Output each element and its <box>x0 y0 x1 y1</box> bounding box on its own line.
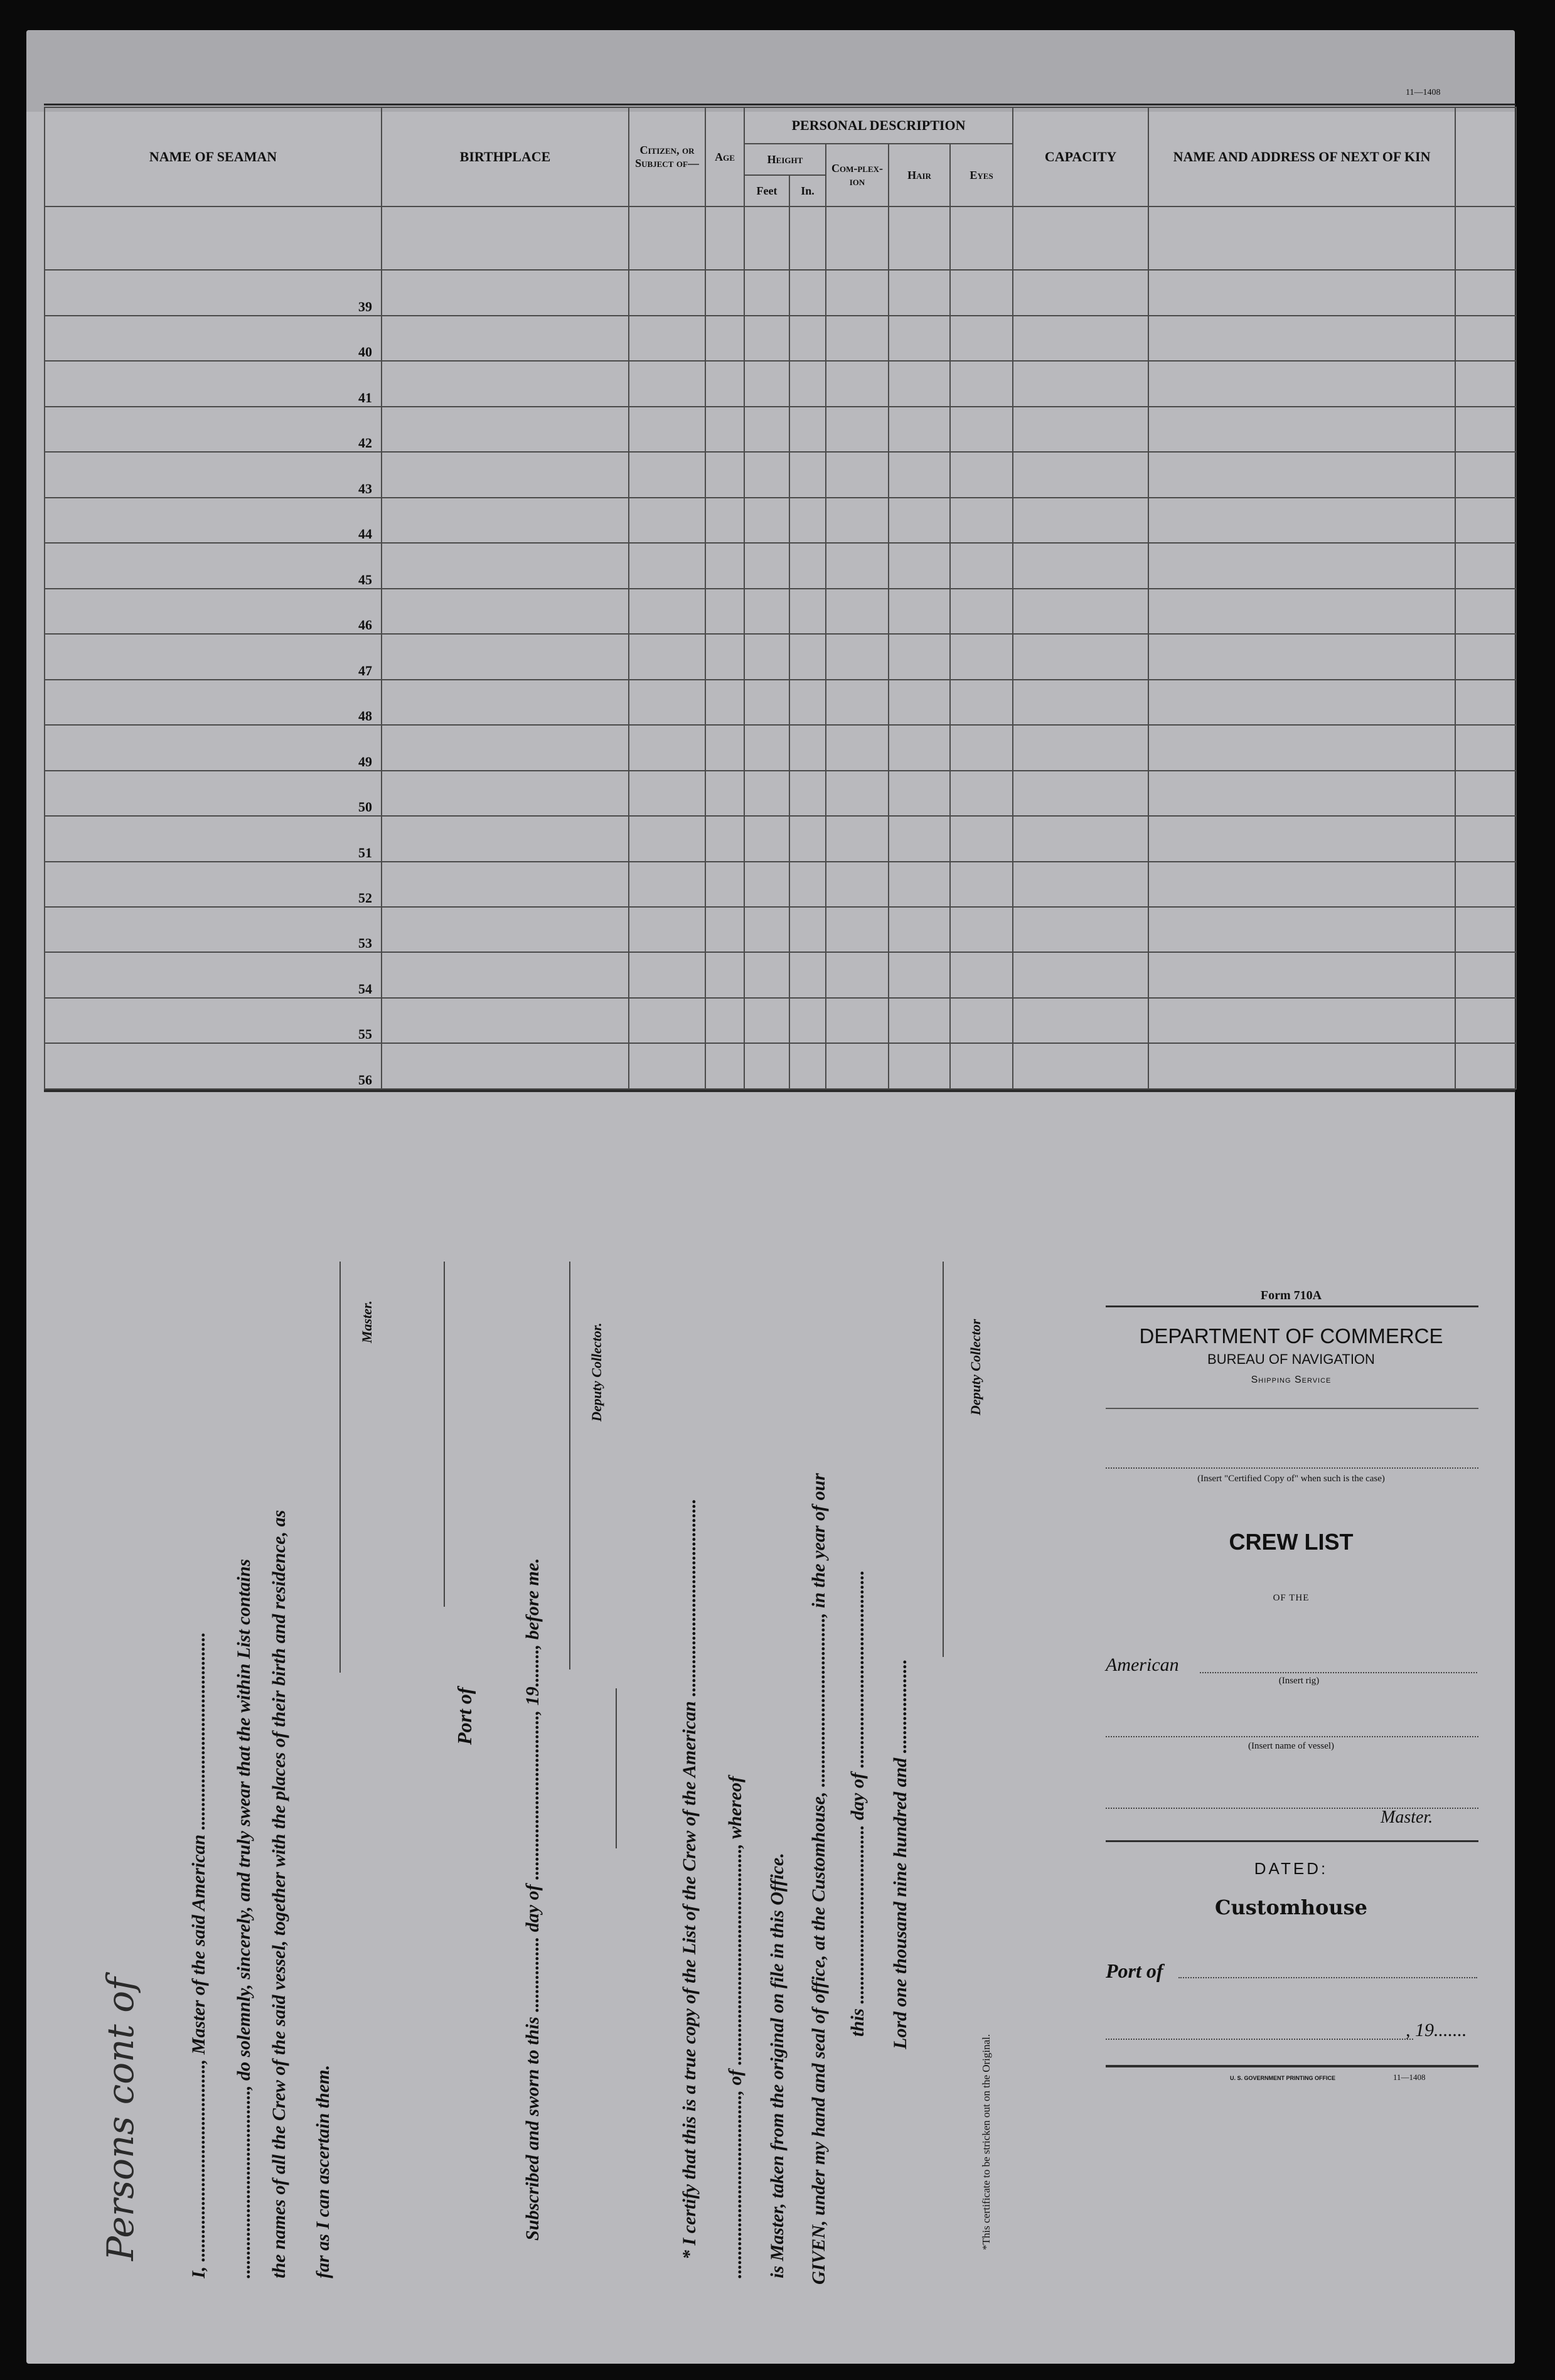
bureau-title: BUREAU OF NAVIGATION <box>1207 1351 1375 1367</box>
row-number: 51 <box>45 816 382 861</box>
insert-copy-note: (Insert "Certified Copy of" when such is the case) <box>1197 1474 1385 1484</box>
insert-copy-line <box>1106 1467 1478 1469</box>
row-number: 55 <box>45 998 382 1043</box>
certificate-line-5: this ...................................... day of .......................................... <box>847 1570 868 2037</box>
certificate-footnote: *This certificate to be stricken out on the Original. <box>980 2034 992 2250</box>
form-number: Form 710A <box>1260 1289 1322 1302</box>
row-number: 54 <box>45 952 382 997</box>
customhouse-label: Customhouse <box>1215 1895 1367 1919</box>
row-number: 46 <box>45 589 382 634</box>
cover-rule-3 <box>1106 1840 1478 1842</box>
cover-port-of-label: Port of <box>1106 1959 1163 1982</box>
dated-label: DATED: <box>1254 1859 1328 1878</box>
insert-vessel-note: (Insert name of vessel) <box>1248 1741 1335 1751</box>
american-rig-line <box>1200 1672 1477 1673</box>
header-inches: In. <box>789 175 826 206</box>
row-number: 39 <box>45 270 382 315</box>
header-age: Age <box>705 107 744 206</box>
row-number: 40 <box>45 316 382 361</box>
header-name-of-seaman: NAME OF SEAMAN <box>45 107 382 206</box>
oath-line-4: far as I can ascertain them. <box>313 2064 333 2278</box>
oath-line-1: I, .........................................., Master of the said American .......................................... <box>188 1632 209 2278</box>
service-title: Shipping Service <box>1251 1375 1332 1385</box>
row-number: 45 <box>45 543 382 588</box>
row-number: 47 <box>45 634 382 679</box>
american-label: American <box>1106 1654 1179 1675</box>
certificate-line-1: * I certify that this is a true copy of the List of the Crew of the American .......................................... <box>679 1498 700 2259</box>
cover-rule-1 <box>1106 1305 1478 1307</box>
oath-line-3: the names of all the Crew of the said vessel, together with the places of their birth and residence, as <box>269 1509 289 2278</box>
header-birthplace: BIRTHPLACE <box>382 107 629 206</box>
subscribed-line: Subscribed and sworn to this ................ day of ..................................., 19........, before me. <box>522 1558 543 2241</box>
header-feet: Feet <box>744 175 789 206</box>
row-number: 43 <box>45 452 382 497</box>
row-number: 50 <box>45 771 382 816</box>
cover-master-label: Master. <box>1381 1808 1433 1827</box>
row-number: 48 <box>45 680 382 725</box>
certificate-line-2: ......................................., of .............................................., whereof <box>725 1776 745 2278</box>
certificate-line-6: Lord one thousand nine hundred and .................... <box>890 1659 911 2049</box>
row-number: 53 <box>45 907 382 952</box>
vessel-name-line <box>1106 1736 1478 1737</box>
row-number: 41 <box>45 361 382 406</box>
cover-year-label: , 19....... <box>1406 2020 1467 2040</box>
crew-list-title: CREW LIST <box>1229 1529 1354 1555</box>
form-id-top: 11—1408 <box>1406 88 1441 97</box>
form-id-bottom: 11—1408 <box>1393 2072 1426 2082</box>
cover-rule-4 <box>1106 2065 1478 2067</box>
oath-line-2: ........................................, do solemnly, sincerely, and truly swear that the within List contains <box>233 1558 254 2278</box>
port-of-label: Port of <box>453 1687 476 1745</box>
gpo-imprint: U. S. GOVERNMENT PRINTING OFFICE <box>1230 2075 1336 2081</box>
header-hair: Hair <box>889 144 950 206</box>
certificate-line-3: is Master, taken from the original on file in this Office. <box>767 1853 788 2278</box>
header-next-of-kin: NAME AND ADDRESS OF NEXT OF KIN <box>1148 107 1455 206</box>
handwritten-note: Persons cont of <box>99 1977 142 2261</box>
of-the-label: OF THE <box>1273 1593 1310 1603</box>
deputy-collector-2: Deputy Collector <box>968 1319 983 1415</box>
row-number: 42 <box>45 407 382 452</box>
header-complexion: Com-plex-ion <box>826 144 889 206</box>
cover-date-line <box>1106 2039 1413 2040</box>
header-capacity: CAPACITY <box>1013 107 1148 206</box>
cover-port-line <box>1178 1977 1477 1978</box>
header-citizen: Citizen, or Subject of— <box>629 107 705 206</box>
cover-rule-2 <box>1106 1408 1478 1409</box>
insert-rig-note: (Insert rig) <box>1278 1676 1320 1686</box>
row-number: 56 <box>45 1043 382 1089</box>
header-height: Height <box>744 144 826 175</box>
header-eyes: Eyes <box>950 144 1013 206</box>
certificate-line-4: GIVEN, under my hand and seal of office, at the Customhouse, ...................................., in the year of our <box>808 1473 829 2285</box>
row-number: 49 <box>45 725 382 770</box>
deputy-collector-1: Deputy Collector. <box>589 1322 604 1422</box>
header-personal-description: PERSONAL DESCRIPTION <box>744 107 1013 144</box>
row-number: 52 <box>45 862 382 907</box>
oath-master-label: Master. <box>359 1300 375 1343</box>
dept-title: DEPARTMENT OF COMMERCE <box>1139 1324 1443 1348</box>
row-number: 44 <box>45 498 382 543</box>
